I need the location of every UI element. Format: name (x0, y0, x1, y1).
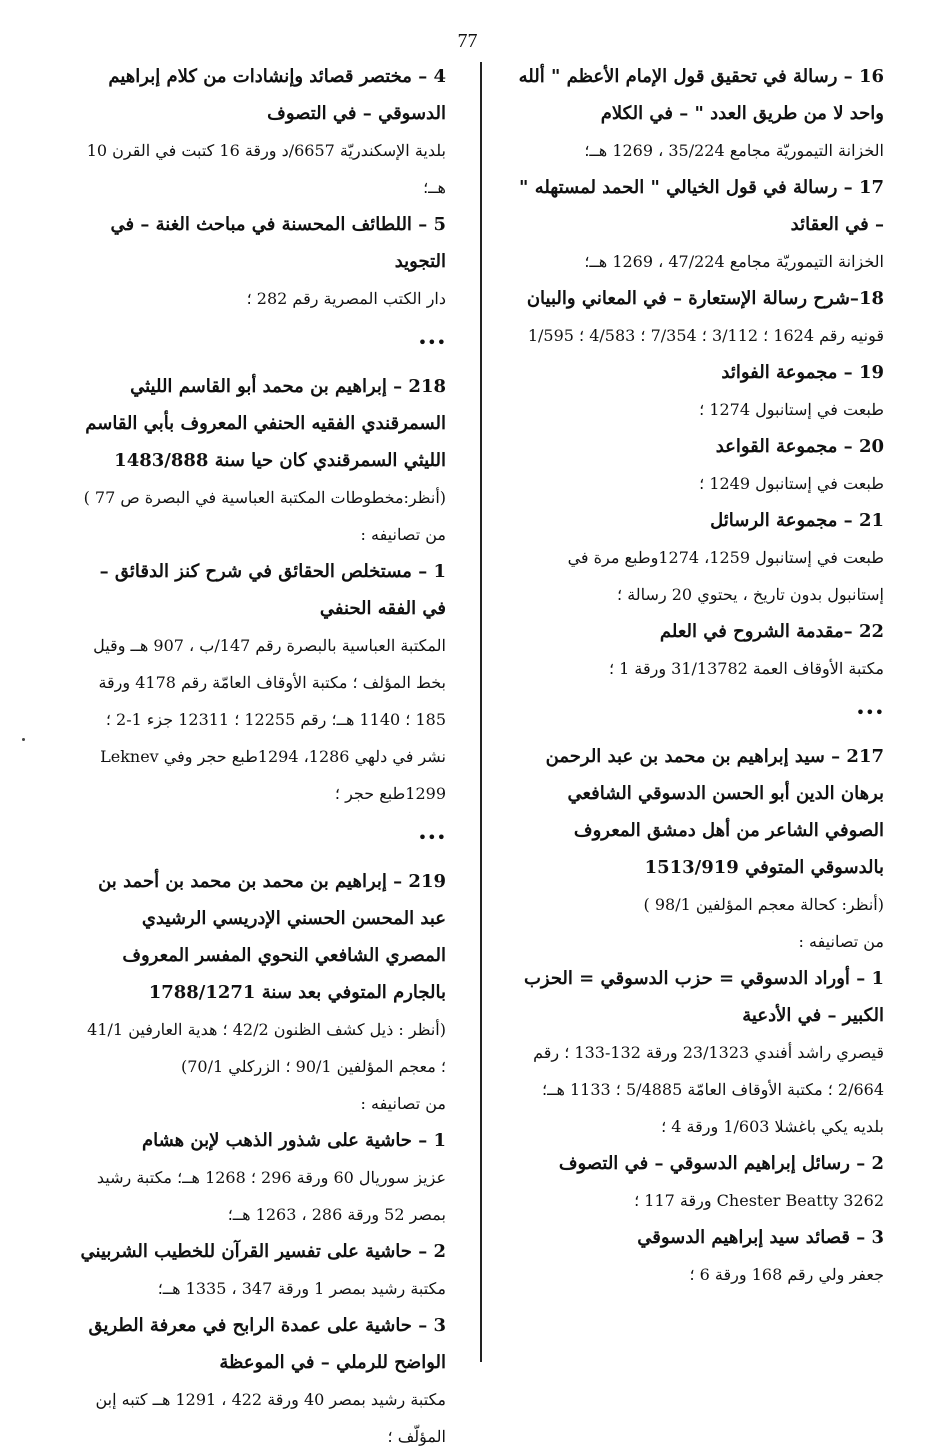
entry-text: (أنظر:مخطوطات المكتبة العباسية في البصرة ص 77 ) (83, 488, 446, 507)
entry-heading: 2 – حاشية على تفسير القرآن للخطيب الشربيني (80, 1241, 446, 1262)
section-separator: ••• (855, 703, 884, 722)
entry-text: (أنظر: كحالة معجم المؤلفين 98/1 ) (643, 895, 884, 914)
entry-heading: 19 – مجموعة الفوائد (721, 362, 884, 383)
entry-text: المكتبة العباسية بالبصرة رقم 147/ب ، 907 هــ وقيل بخط المؤلف ؛ مكتبة الأوقاف العامّة رقم 4178 ورقة 185 ؛ 1140 هــ؛ رقم 12255 ؛ 12311 جزء 1-2 ؛ نشر في دلهي 1286، 1294طبع حجر وفي Leknev 1299طبع حجر ؛ (93, 636, 446, 803)
section-separator: ••• (417, 828, 446, 847)
entry-heading: 20 – مجموعة القواعد (715, 436, 884, 457)
section-separator: ••• (417, 333, 446, 352)
entry-text: طبعت في إستانبول 1274 ؛ (699, 400, 884, 419)
entry-text: دار الكتب المصرية رقم 282 ؛ (246, 289, 446, 308)
entry-text: الخزانة التيموريّة مجامع 47/224 ، 1269 هــ؛ (584, 252, 884, 271)
entry-heading: 217 – سيد إبراهيم بن محمد بن عبد الرحمن برهان الدين أبو الحسن الدسوقي الشافعي الصوفي الشاعر من أهل دمشق المعروف بالدسوقي المتوفي 1513/919 (545, 746, 884, 878)
entry-text: طبعت في إستانبول 1259، 1274وطبع مرة في إستانبول بدون تاريخ ، يحتوي 20 رسالة ؛ (567, 548, 884, 604)
entry-text: مكتبة رشيد بمصر 40 ورقة 422 ، 1291 هــ كتبه إبن المؤلّف ؛ (95, 1390, 446, 1446)
entry-text: مكتبة الأوقاف العمة 31/13782 ورقة 1 ؛ (608, 659, 884, 678)
entry-heading: 218 – إبراهيم بن محمد أبو القاسم الليثي السمرقندي الفقيه الحنفي المعروف بأبي القاسم الليثي السمرقندي كان حيا سنة 1483/888 (85, 376, 446, 471)
entry-text: بلدية الإسكندريّة 6657/د ورقة 16 كتبت في القرن 10 هــ؛ (86, 141, 446, 197)
right-column (506, 58, 884, 1293)
entry-heading: 1 – مستخلص الحقائق في شرح كنز الدقائق – في الفقه الحنفي (99, 561, 446, 619)
entry-heading: 219 – إبراهيم بن محمد بن محمد بن أحمد بن عبد المحسن الحسني الإدريسي الرشيدي المصري الشافعي النحوي المفسر المعروف بالجارم المتوفي بعد سنة 1788/1271 (98, 871, 446, 1003)
entry-heading: 22 –مقدمة الشروح في العلم (659, 621, 884, 642)
entry-heading: 16 – رسالة في تحقيق قول الإمام الأعظم " ألله واحد لا من طريق العدد " – في الكلام (518, 66, 884, 124)
entry-text: قونيه رقم 1624 ؛ 3/112 ؛ 7/354 ؛ 4/583 ؛ 1/595 (527, 326, 884, 345)
entry-text: من تصانيفه : (360, 1094, 446, 1113)
entry-text: جعفر ولي رقم 168 ورقة 6 ؛ (689, 1265, 884, 1284)
entry-text: Chester Beatty 3262 ورقة 117 ؛ (634, 1191, 884, 1210)
entry-heading: 5 – اللطائف المحسنة في مباحث الغنة – في التجويد (110, 214, 446, 272)
entry-text: مكتبة رشيد بمصر 1 ورقة 347 ، 1335 هــ؛ (157, 1279, 446, 1298)
entry-heading: 2 – رسائل إبراهيم الدسوقي – في التصوف (558, 1153, 884, 1174)
entry-heading: 17 – رسالة في قول الخيالي " الحمد لمستهله " – في العقائد (519, 177, 884, 235)
entry-text: طبعت في إستانبول 1249 ؛ (699, 474, 884, 493)
entry-text: من تصانيفه : (360, 525, 446, 544)
entry-heading: 1 – أوراد الدسوقي = حزب الدسوقي = الحزب الكبير – في الأدعية (523, 968, 884, 1026)
entry-text: الخزانة التيموريّة مجامع 35/224 ، 1269 هــ؛ (584, 141, 884, 160)
entry-text: قيصري راشد أفندي 23/1323 ورقة 132-133 ؛ رقم 2/664 ؛ مكتبة الأوقاف العامّة 5/4885 ؛ 1133 هــ؛ بلديه يكي باغشلا 1/603 ورقة 4 ؛ (533, 1043, 884, 1136)
left-column (78, 58, 446, 1455)
entry-text: من تصانيفه : (798, 932, 884, 951)
entry-heading: 18–شرح رسالة الإستعارة – في المعاني والبيان (526, 288, 884, 309)
entry-heading: 3 – حاشية على عمدة الرابح في معرفة الطريق الواضح للرملي – في الموعظة (88, 1315, 446, 1373)
entry-heading: 21 – مجموعة الرسائل (710, 510, 884, 531)
page-number: 77 (457, 30, 478, 52)
entry-heading: 3 – قصائد سيد إبراهيم الدسوقي (637, 1227, 884, 1248)
entry-text: (أنظر : ذيل كشف الظنون 42/2 ؛ هدية العارفين 41/1 ؛ معجم المؤلفين 90/1 ؛ الزركلي 70/1) (87, 1020, 446, 1076)
column-divider (480, 62, 482, 1362)
entry-heading: 1 – حاشية على شذور الذهب لإبن هشام (141, 1130, 446, 1151)
entry-text: عزيز سوريال 60 ورقة 296 ؛ 1268 هــ؛ مكتبة رشيد بمصر 52 ورقة 286 ، 1263 هــ؛ (96, 1168, 446, 1224)
scan-speck (22, 738, 25, 741)
entry-heading: 4 – مختصر قصائد وإنشادات من كلام إبراهيم الدسوقي – في التصوف (108, 66, 446, 124)
